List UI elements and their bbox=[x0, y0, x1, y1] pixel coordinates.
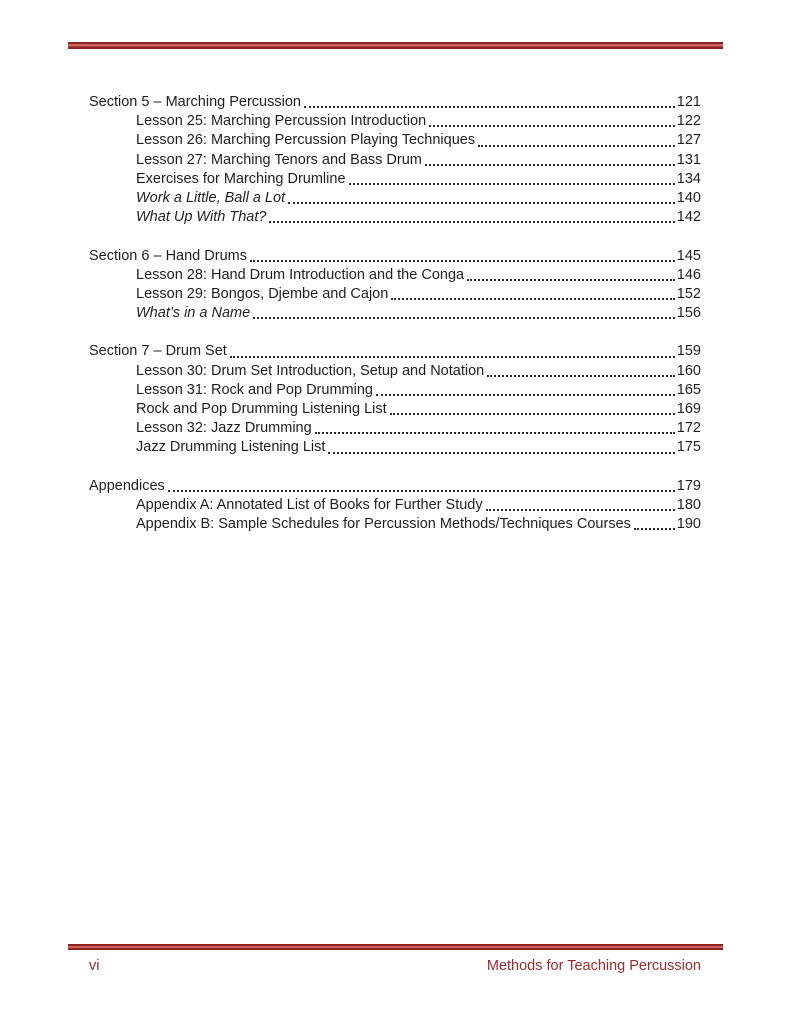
toc-entry[interactable] bbox=[89, 342, 701, 361]
toc-entry-title: Section 7 – Drum Set bbox=[89, 343, 227, 360]
dot-leader bbox=[467, 279, 675, 281]
toc-entry-title: Exercises for Marching Drumline bbox=[136, 170, 346, 187]
toc-entry-page-number: 142 bbox=[676, 209, 701, 226]
dot-leader bbox=[429, 125, 675, 127]
footer-border-rule bbox=[68, 944, 723, 950]
toc-entry-title: Lesson 25: Marching Percussion Introduction bbox=[136, 113, 427, 130]
toc-group bbox=[89, 342, 701, 457]
dot-leader bbox=[304, 106, 675, 108]
toc-entry-title: Appendix A: Annotated List of Books for Further Study bbox=[136, 496, 483, 513]
toc-entry-page-number: 180 bbox=[676, 496, 701, 513]
toc-group bbox=[89, 477, 701, 535]
toc-entry-title: Section 5 – Marching Percussion bbox=[89, 94, 301, 110]
dot-leader bbox=[253, 317, 675, 319]
table-of-contents bbox=[89, 93, 701, 554]
toc-entry-title: Lesson 32: Jazz Drumming bbox=[136, 420, 312, 437]
toc-entry[interactable] bbox=[89, 304, 701, 323]
toc-entry[interactable] bbox=[89, 208, 701, 227]
dot-leader bbox=[486, 509, 675, 511]
toc-entry[interactable] bbox=[89, 189, 701, 208]
toc-entry[interactable] bbox=[89, 112, 701, 131]
toc-entry-page-number: 145 bbox=[676, 247, 701, 264]
dot-leader bbox=[230, 356, 675, 358]
dot-leader bbox=[269, 221, 674, 223]
dot-leader bbox=[478, 145, 675, 147]
toc-entry[interactable] bbox=[89, 151, 701, 170]
dot-leader bbox=[390, 413, 675, 415]
toc-entry[interactable] bbox=[89, 93, 701, 112]
toc-entry-page-number: 156 bbox=[676, 305, 701, 322]
toc-entry-page-number: 169 bbox=[676, 401, 701, 417]
toc-entry[interactable] bbox=[89, 381, 701, 400]
toc-entry-title: What’s in a Name bbox=[136, 305, 251, 322]
toc-entry-page-number: 127 bbox=[676, 132, 701, 149]
toc-entry-page-number: 152 bbox=[676, 285, 701, 302]
toc-entry[interactable] bbox=[89, 170, 701, 189]
toc-entry-page-number: 175 bbox=[676, 439, 701, 456]
toc-entry-title: Rock and Pop Drumming Listening List bbox=[136, 401, 387, 417]
toc-entry-title: Lesson 28: Hand Drum Introduction and the Conga bbox=[136, 266, 465, 283]
toc-entry[interactable] bbox=[89, 477, 701, 496]
toc-entry-title: Lesson 26: Marching Percussion Playing Techniques bbox=[136, 132, 476, 149]
toc-entry[interactable] bbox=[89, 247, 701, 266]
toc-entry-title: Section 6 – Hand Drums bbox=[89, 247, 247, 264]
dot-leader bbox=[391, 298, 674, 300]
dot-leader bbox=[328, 452, 674, 454]
toc-entry[interactable] bbox=[89, 131, 701, 150]
dot-leader bbox=[349, 183, 675, 185]
toc-entry-page-number: 165 bbox=[676, 381, 701, 398]
toc-entry-page-number: 134 bbox=[676, 170, 701, 187]
toc-entry-title: What Up With That? bbox=[136, 209, 267, 226]
toc-entry-title: Lesson 29: Bongos, Djembe and Cajon bbox=[136, 285, 389, 302]
toc-entry-page-number: 160 bbox=[676, 362, 701, 379]
toc-entry-page-number: 190 bbox=[676, 516, 701, 533]
toc-entry-title: Appendix B: Sample Schedules for Percussion Methods/Techniques Courses bbox=[136, 516, 631, 533]
toc-entry-title: Lesson 27: Marching Tenors and Bass Drum bbox=[136, 151, 422, 168]
toc-entry[interactable] bbox=[89, 515, 701, 534]
toc-entry-page-number: 122 bbox=[676, 113, 701, 130]
toc-entry-page-number: 140 bbox=[676, 189, 701, 206]
top-border-rule bbox=[68, 42, 723, 49]
dot-leader bbox=[376, 394, 675, 396]
dot-leader bbox=[487, 375, 675, 377]
dot-leader bbox=[315, 432, 675, 434]
toc-entry[interactable] bbox=[89, 362, 701, 381]
toc-entry-title: Work a Little, Ball a Lot bbox=[136, 189, 286, 206]
toc-entry-page-number: 179 bbox=[676, 477, 701, 494]
toc-entry-page-number: 159 bbox=[676, 343, 701, 360]
dot-leader bbox=[250, 260, 675, 262]
dot-leader bbox=[288, 202, 675, 204]
toc-entry-page-number: 131 bbox=[676, 151, 701, 168]
toc-entry[interactable] bbox=[89, 266, 701, 285]
page-footer bbox=[89, 957, 701, 976]
toc-entry-title: Appendices bbox=[89, 477, 165, 494]
toc-entry[interactable] bbox=[89, 438, 701, 457]
toc-entry[interactable] bbox=[89, 419, 701, 438]
toc-entry-page-number: 146 bbox=[676, 266, 701, 283]
toc-entry-title: Lesson 30: Drum Set Introduction, Setup and Notation bbox=[136, 362, 485, 379]
toc-entry-page-number: 172 bbox=[676, 420, 701, 437]
toc-group bbox=[89, 247, 701, 324]
toc-group bbox=[89, 93, 701, 227]
toc-entry[interactable] bbox=[89, 496, 701, 515]
toc-entry[interactable] bbox=[89, 400, 701, 419]
footer-book-title: Methods for Teaching Percussion bbox=[486, 958, 701, 974]
toc-entry-title: Lesson 31: Rock and Pop Drumming bbox=[136, 381, 373, 398]
dot-leader bbox=[168, 490, 675, 492]
toc-entry-page-number: 121 bbox=[676, 94, 701, 110]
dot-leader bbox=[425, 164, 675, 166]
toc-entry-title: Jazz Drumming Listening List bbox=[136, 439, 326, 456]
footer-page-number: vi bbox=[89, 958, 100, 974]
dot-leader bbox=[634, 528, 675, 530]
toc-entry[interactable] bbox=[89, 285, 701, 304]
